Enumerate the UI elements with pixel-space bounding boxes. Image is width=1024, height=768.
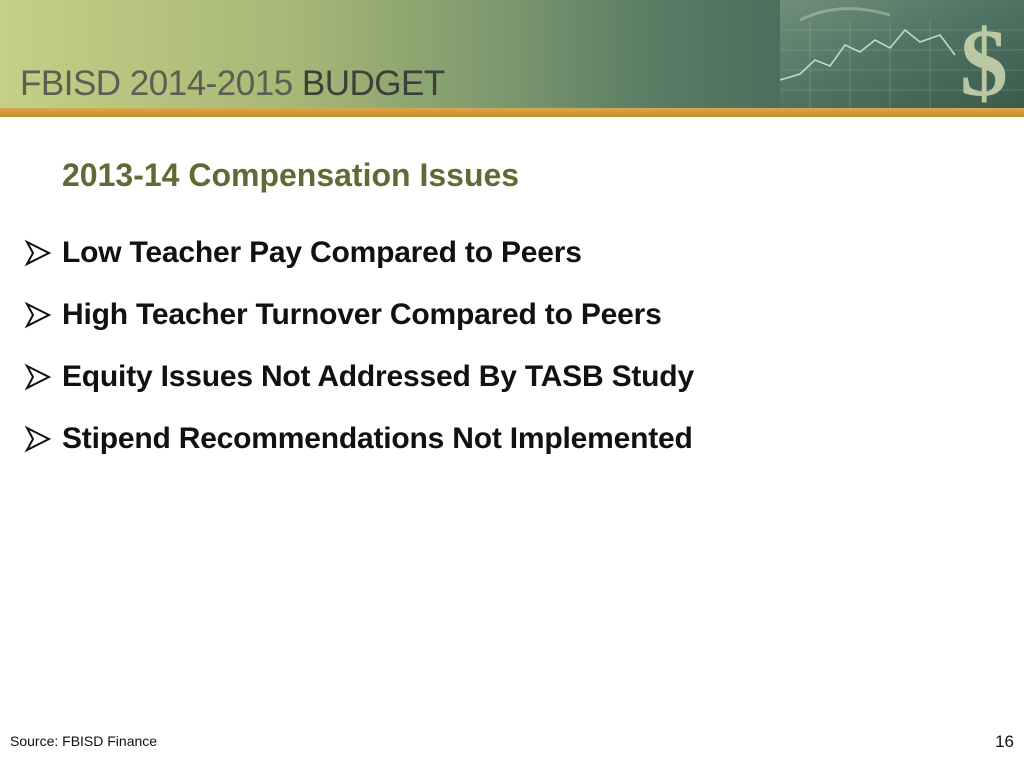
page-number: 16	[995, 732, 1014, 751]
header-divider	[0, 108, 1024, 117]
svg-text:$: $	[960, 9, 1008, 108]
slide-subtitle: 2013-14 Compensation Issues	[62, 157, 520, 193]
list-item	[24, 284, 694, 346]
list-item	[24, 408, 694, 470]
banner-title	[20, 64, 445, 104]
arrow-bullet-icon	[24, 363, 52, 391]
source-note: Source: FBISD Finance	[10, 733, 158, 749]
bullet-list	[24, 222, 694, 470]
arrow-bullet-icon	[24, 425, 52, 453]
bullet-text: Low Teacher Pay Compared to Peers	[62, 236, 582, 269]
arrow-bullet-icon	[24, 301, 52, 329]
banner-title-budget: BUDGET	[301, 64, 445, 103]
arrow-bullet-icon	[24, 239, 52, 267]
header-banner	[0, 0, 1024, 108]
bullet-text: High Teacher Turnover Compared to Peers	[62, 298, 662, 331]
list-item	[24, 346, 694, 408]
list-item	[24, 222, 694, 284]
bullet-text: Equity Issues Not Addressed By TASB Study	[62, 360, 694, 393]
bullet-text: Stipend Recommendations Not Implemented	[62, 422, 693, 455]
finance-chart-dollar-icon	[780, 0, 1024, 108]
banner-title-year: FBISD 2014-2015	[20, 64, 293, 103]
